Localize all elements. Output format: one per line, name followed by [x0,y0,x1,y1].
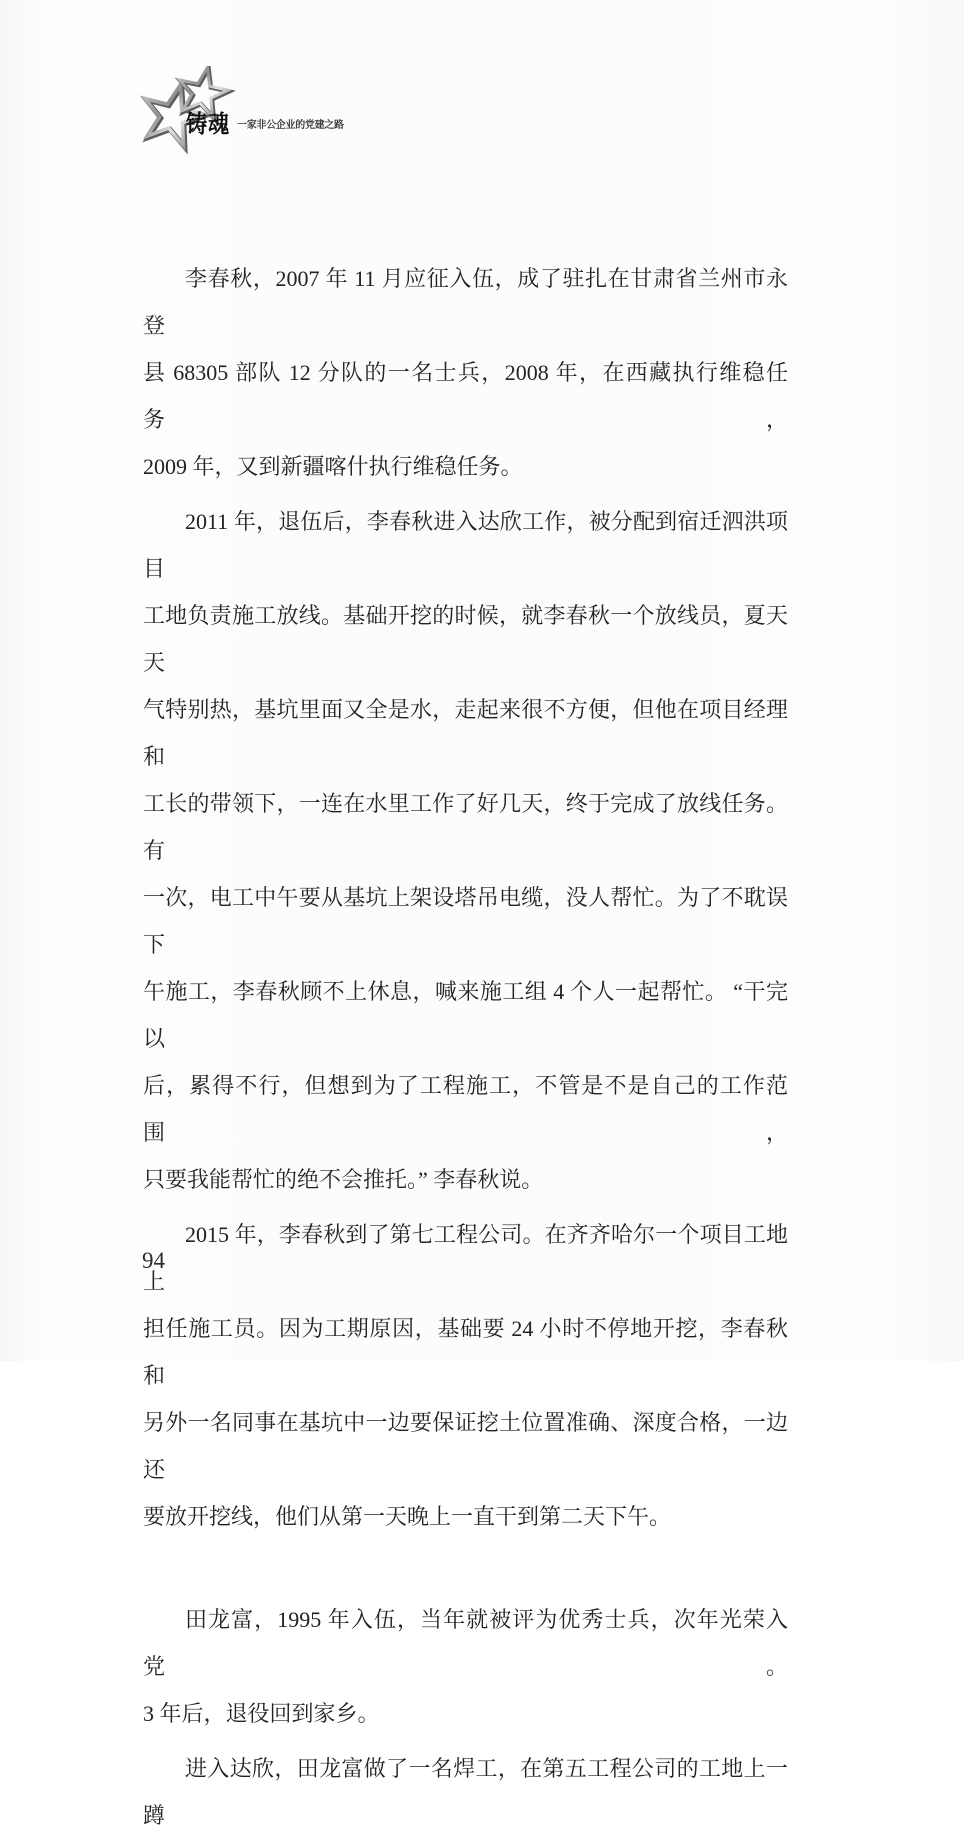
text-line: 2009 年，又到新疆喀什执行维稳任务。 [143,454,523,479]
book-header [140,66,560,161]
text-line: 午施工，李春秋顾不上休息，喊来施工组 4 个人一起帮忙。 “干完以 [143,979,788,1051]
paragraph-li-chunqiu-daxin [143,498,788,1203]
text-line: 气特别热，基坑里面又全是水，走起来很不方便，但他在项目经理和 [143,697,788,769]
text-line: 县 68305 部队 12 分队的一名士兵，2008 年，在西藏执行维稳任务， [143,360,788,432]
page-body-text [143,255,788,1839]
text-line: 要放开挖线，他们从第一天晚上一直干到第二天下午。 [143,1504,672,1529]
text-line: 担任施工员。因为工期原因，基础要 24 小时不停地开挖，李春秋和 [143,1316,788,1388]
text-line: 一次，电工中午要从基坑上架设塔吊电缆，没人帮忙。为了不耽误下 [143,885,788,957]
text-line: 2015 年，李春秋到了第七工程公司。在齐齐哈尔一个项目工地上 [143,1222,788,1294]
text-line: 工长的带领下，一连在水里工作了好几天，终于完成了放线任务。有 [143,791,788,863]
paragraph-li-chunqiu-2015 [143,1211,788,1540]
text-line: 田龙富，1995 年入伍，当年就被评为优秀士兵，次年光荣入党。 [143,1607,788,1679]
logo-title: 铸魂 [186,111,230,138]
text-line: 3 年后，退役回到家乡。 [143,1701,380,1726]
page-number: 94 [142,1248,165,1273]
text-line: 工地负责施工放线。基础开挖的时候，就李春秋一个放线员，夏天天 [143,603,788,675]
paragraph-tian-longfu-welder [143,1745,788,1839]
logo-subtitle: 一家非公企业的党建之路 [237,120,344,131]
text-line: 只要我能帮忙的绝不会推托。” 李春秋说。 [143,1167,544,1192]
paragraph-li-chunqiu-enlist [143,255,788,490]
text-line: 进入达欣，田龙富做了一名焊工，在第五工程公司的工地上一蹲 [143,1756,788,1828]
text-line: 李春秋，2007 年 11 月应征入伍，成了驻扎在甘肃省兰州市永登 [143,266,788,338]
text-line: 2011 年，退伍后，李春秋进入达欣工作，被分配到宿迁泗洪项目 [143,509,788,581]
paragraph-tian-longfu-enlist [143,1596,788,1737]
text-line: 另外一名同事在基坑中一边要保证挖土位置准确、深度合格，一边还 [143,1410,788,1482]
text-line: 后，累得不行，但想到为了工程施工，不管是不是自己的工作范围， [143,1073,788,1145]
